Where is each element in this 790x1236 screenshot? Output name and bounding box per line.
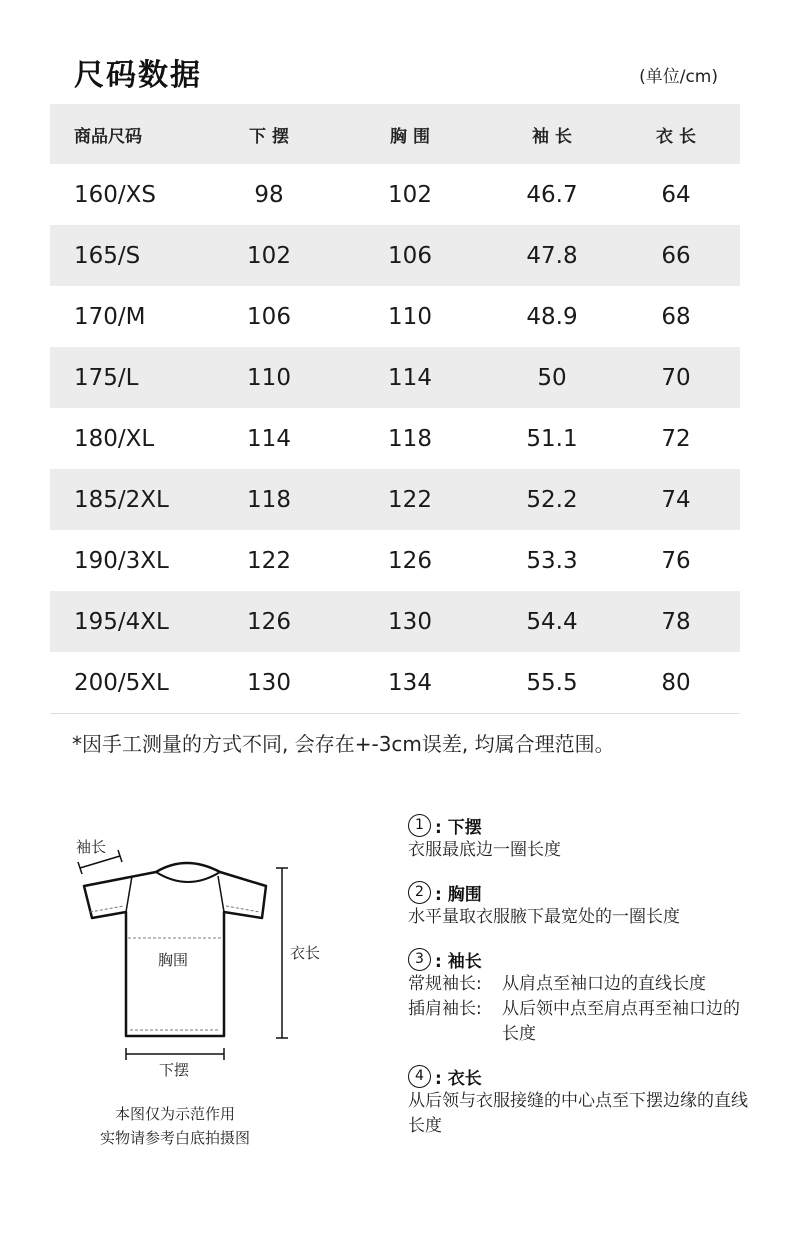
label-chest: 胸围 <box>158 951 189 969</box>
cell-size: 190/3XL <box>74 547 169 574</box>
cell-chest: 110 <box>388 303 432 330</box>
cell-length: 72 <box>661 425 691 452</box>
tshirt-outline <box>84 863 266 1036</box>
cell-hem: 130 <box>247 669 291 696</box>
legend-desc: 水平量取衣服腋下最宽处的一圈长度 <box>408 907 680 927</box>
table-row <box>50 164 740 225</box>
cell-hem: 114 <box>247 425 291 452</box>
header-hem: 下 摆 <box>249 126 289 147</box>
cell-size: 160/XS <box>74 181 157 208</box>
legend-desc: 从后领与衣服接缝的中心点至下摆边缘的直线长度 <box>408 1091 748 1136</box>
cell-chest: 130 <box>388 608 432 635</box>
cell-hem: 102 <box>247 242 291 269</box>
table-row <box>50 591 740 652</box>
size-table <box>50 104 740 713</box>
cell-sleeve: 54.4 <box>526 608 578 635</box>
legend-item-length <box>408 1063 748 1139</box>
sleeve-measure-line <box>80 856 120 868</box>
table-row <box>50 347 740 408</box>
cell-hem: 118 <box>247 486 291 513</box>
diagram-caption <box>60 1102 290 1150</box>
cell-size: 195/4XL <box>74 608 169 635</box>
table-row <box>50 408 740 469</box>
cell-sleeve: 48.9 <box>526 303 578 330</box>
legend-item-sleeve <box>408 946 748 1047</box>
number-4-icon: 4 <box>408 1065 431 1088</box>
legend-item-chest <box>408 879 748 930</box>
number-3-icon: 3 <box>408 948 431 971</box>
cell-size: 200/5XL <box>74 669 169 696</box>
cell-sleeve: 52.2 <box>526 486 578 513</box>
cell-length: 66 <box>661 242 691 269</box>
cell-sleeve: 50 <box>537 364 567 391</box>
cell-length: 70 <box>661 364 691 391</box>
legend-title: : 衣长 <box>435 1068 482 1089</box>
legend-pair <box>408 972 748 997</box>
table-row <box>50 469 740 530</box>
tshirt-diagram <box>60 820 350 1090</box>
cell-sleeve: 47.8 <box>526 242 578 269</box>
cell-chest: 122 <box>388 486 432 513</box>
cell-sleeve: 46.7 <box>526 181 578 208</box>
measurement-note: *因手工测量的方式不同, 会存在+-3cm误差, 均属合理范围。 <box>72 732 615 756</box>
legend-item-hem <box>408 812 748 863</box>
cell-hem: 110 <box>247 364 291 391</box>
legend-pair-key: 插肩袖长: <box>408 999 482 1019</box>
cell-chest: 114 <box>388 364 432 391</box>
cell-sleeve: 55.5 <box>526 669 578 696</box>
cell-sleeve: 51.1 <box>526 425 578 452</box>
table-header <box>50 104 740 164</box>
cell-chest: 126 <box>388 547 432 574</box>
cell-size: 170/M <box>74 303 146 330</box>
cell-size: 175/L <box>74 364 139 391</box>
cell-hem: 126 <box>247 608 291 635</box>
number-1-icon: 1 <box>408 814 431 837</box>
cell-size: 180/XL <box>74 425 155 452</box>
legend-pair-value: 从肩点至袖口边的直线长度 <box>502 974 706 994</box>
cell-length: 64 <box>661 181 691 208</box>
cell-hem: 98 <box>254 181 284 208</box>
caption-line-2: 实物请参考白底拍摄图 <box>99 1129 250 1147</box>
legend-title: : 胸围 <box>435 884 482 905</box>
cell-hem: 106 <box>247 303 291 330</box>
table-row <box>50 286 740 347</box>
header-size: 商品尺码 <box>74 126 142 147</box>
header-length: 衣 长 <box>656 126 696 147</box>
cell-size: 185/2XL <box>74 486 169 513</box>
page-title: 尺码数据 <box>74 58 202 93</box>
measurement-legend <box>408 812 748 1155</box>
table-row <box>50 225 740 286</box>
label-length: 衣长 <box>290 944 321 962</box>
legend-desc: 衣服最底边一圈长度 <box>408 840 561 860</box>
caption-line-1: 本图仅为示范作用 <box>114 1105 235 1123</box>
cell-chest: 102 <box>388 181 432 208</box>
cell-sleeve: 53.3 <box>526 547 578 574</box>
number-2-icon: 2 <box>408 881 431 904</box>
cell-chest: 106 <box>388 242 432 269</box>
label-sleeve: 袖长 <box>76 838 107 856</box>
cell-size: 165/S <box>74 242 141 269</box>
legend-pair-key: 常规袖长: <box>408 974 482 994</box>
legend-pair-value: 从后领中点至肩点再至袖口边的长度 <box>502 999 740 1044</box>
header-sleeve: 袖 长 <box>532 126 572 147</box>
legend-pair <box>408 997 748 1047</box>
tshirt-illustration <box>60 820 350 1090</box>
cell-length: 68 <box>661 303 691 330</box>
header-chest: 胸 围 <box>390 126 430 147</box>
cell-length: 78 <box>661 608 691 635</box>
cell-chest: 118 <box>388 425 432 452</box>
legend-title: : 下摆 <box>435 817 482 838</box>
cell-length: 76 <box>661 547 691 574</box>
table-row <box>50 530 740 591</box>
divider <box>50 713 740 714</box>
table-row <box>50 652 740 713</box>
cell-length: 80 <box>661 669 691 696</box>
label-hem: 下摆 <box>159 1061 190 1079</box>
legend-title: : 袖长 <box>435 951 482 972</box>
cell-hem: 122 <box>247 547 291 574</box>
cell-chest: 134 <box>388 669 432 696</box>
unit-label: (单位/cm) <box>639 67 718 87</box>
cell-length: 74 <box>661 486 691 513</box>
